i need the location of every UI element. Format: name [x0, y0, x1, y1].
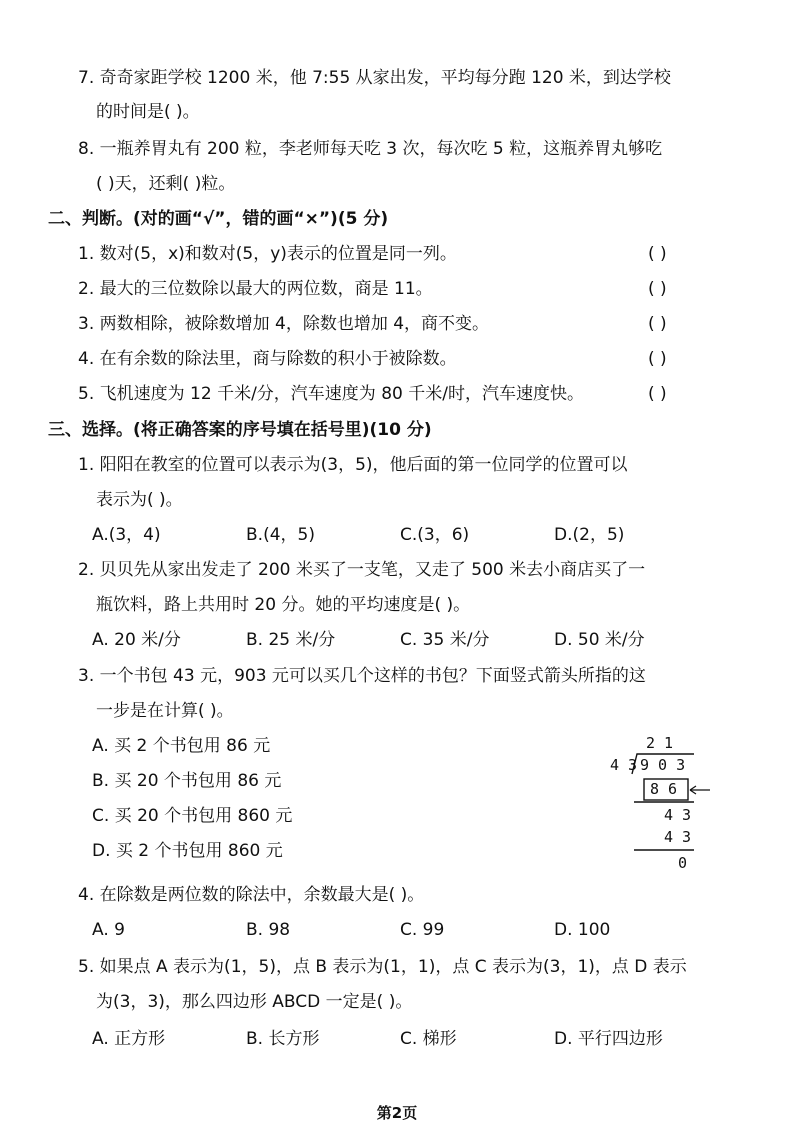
judge-answer-5: ( ) [648, 384, 667, 404]
q2-option-c: C. 35 米/分 [400, 630, 490, 650]
long-division [604, 734, 714, 874]
q5-option-c: C. 梯形 [400, 1029, 457, 1049]
judge-answer-1: ( ) [648, 244, 667, 264]
judge-answer-3: ( ) [648, 314, 667, 334]
q3-option-a: A. 买 2 个书包用 86 元 [92, 736, 271, 756]
section-3-title: 三、选择。(将正确答案的序号填在括号里)(10 分) [48, 420, 432, 440]
q8-line1: 8. 一瓶养胃丸有 200 粒，李老师每天吃 3 次，每次吃 5 粒，这瓶养胃丸够吃 [78, 139, 663, 159]
q1-option-d: D.(2，5) [554, 525, 625, 545]
step-highlight-box [644, 779, 688, 800]
judge-item-3: 3. 两数相除，被除数增加 4，除数也增加 4，商不变。 [78, 314, 490, 334]
section-2-title: 二、判断。(对的画“√”，错的画“×”)(5 分) [48, 209, 389, 229]
judge-item-4: 4. 在有余数的除法里，商与除数的积小于被除数。 [78, 349, 457, 369]
ld-divisor: 4 3 [610, 756, 638, 774]
choice-q2-line1: 2. 贝贝先从家出发走了 200 米买了一支笔，又走了 500 米去小商店买了一 [78, 560, 646, 580]
q5-option-a: A. 正方形 [92, 1029, 166, 1049]
long-division-lines [604, 734, 714, 874]
q1-option-a: A.(3，4) [92, 525, 161, 545]
ld-step1: 8 6 [650, 780, 678, 798]
choice-q2-line2: 瓶饮料，路上共用时 20 分。她的平均速度是( )。 [96, 595, 471, 615]
q3-option-d: D. 买 2 个书包用 860 元 [92, 841, 283, 861]
choice-q3-line2: 一步是在计算( )。 [96, 701, 234, 721]
q8-line2: ( )天，还剩( )粒。 [96, 174, 236, 194]
q3-option-c: C. 买 20 个书包用 860 元 [92, 806, 293, 826]
q1-option-c: C.(3，6) [400, 525, 470, 545]
choice-q5-line2: 为(3，3)，那么四边形 ABCD 一定是( )。 [96, 992, 413, 1012]
choice-q3-line1: 3. 一个书包 43 元，903 元可以买几个这样的书包？下面竖式箭头所指的这 [78, 666, 646, 686]
judge-item-1: 1. 数对(5，x)和数对(5，y)表示的位置是同一列。 [78, 244, 457, 264]
choice-q1-line2: 表示为( )。 [96, 490, 183, 510]
q7-line1: 7. 奇奇家距学校 1200 米，他 7:55 从家出发，平均每分跑 120 米，到达学校 [78, 68, 671, 88]
division-bracket [632, 754, 694, 774]
ld-step2: 4 3 [664, 828, 692, 846]
q4-option-b: B. 98 [246, 920, 291, 940]
q7-line2: 的时间是( )。 [96, 102, 200, 122]
choice-q1-line1: 1. 阳阳在教室的位置可以表示为(3，5)，他后面的第一位同学的位置可以 [78, 455, 628, 475]
judge-answer-4: ( ) [648, 349, 667, 369]
q5-option-d: D. 平行四边形 [554, 1029, 663, 1049]
q2-option-b: B. 25 米/分 [246, 630, 336, 650]
q1-option-b: B.(4，5) [246, 525, 315, 545]
choice-q5-line1: 5. 如果点 A 表示为(1，5)，点 B 表示为(1，1)，点 C 表示为(3，1)，点 D 表示 [78, 957, 687, 977]
q3-option-b: B. 买 20 个书包用 86 元 [92, 771, 282, 791]
q4-option-d: D. 100 [554, 920, 611, 940]
q4-option-a: A. 9 [92, 920, 125, 940]
ld-quotient: 2 1 [646, 734, 674, 752]
ld-dividend: 9 0 3 [640, 756, 686, 774]
judge-answer-2: ( ) [648, 279, 667, 299]
judge-item-2: 2. 最大的三位数除以最大的两位数，商是 11。 [78, 279, 433, 299]
ld-remainder2: 0 [678, 854, 688, 872]
q4-option-c: C. 99 [400, 920, 445, 940]
q5-option-b: B. 长方形 [246, 1029, 320, 1049]
judge-item-5: 5. 飞机速度为 12 千米/分，汽车速度为 80 千米/时，汽车速度快。 [78, 384, 584, 404]
page-number: 第2页 [376, 1104, 418, 1122]
q2-option-d: D. 50 米/分 [554, 630, 645, 650]
ld-remainder1: 4 3 [664, 806, 692, 824]
q2-option-a: A. 20 米/分 [92, 630, 181, 650]
choice-q4-line1: 4. 在除数是两位数的除法中，余数最大是( )。 [78, 885, 425, 905]
